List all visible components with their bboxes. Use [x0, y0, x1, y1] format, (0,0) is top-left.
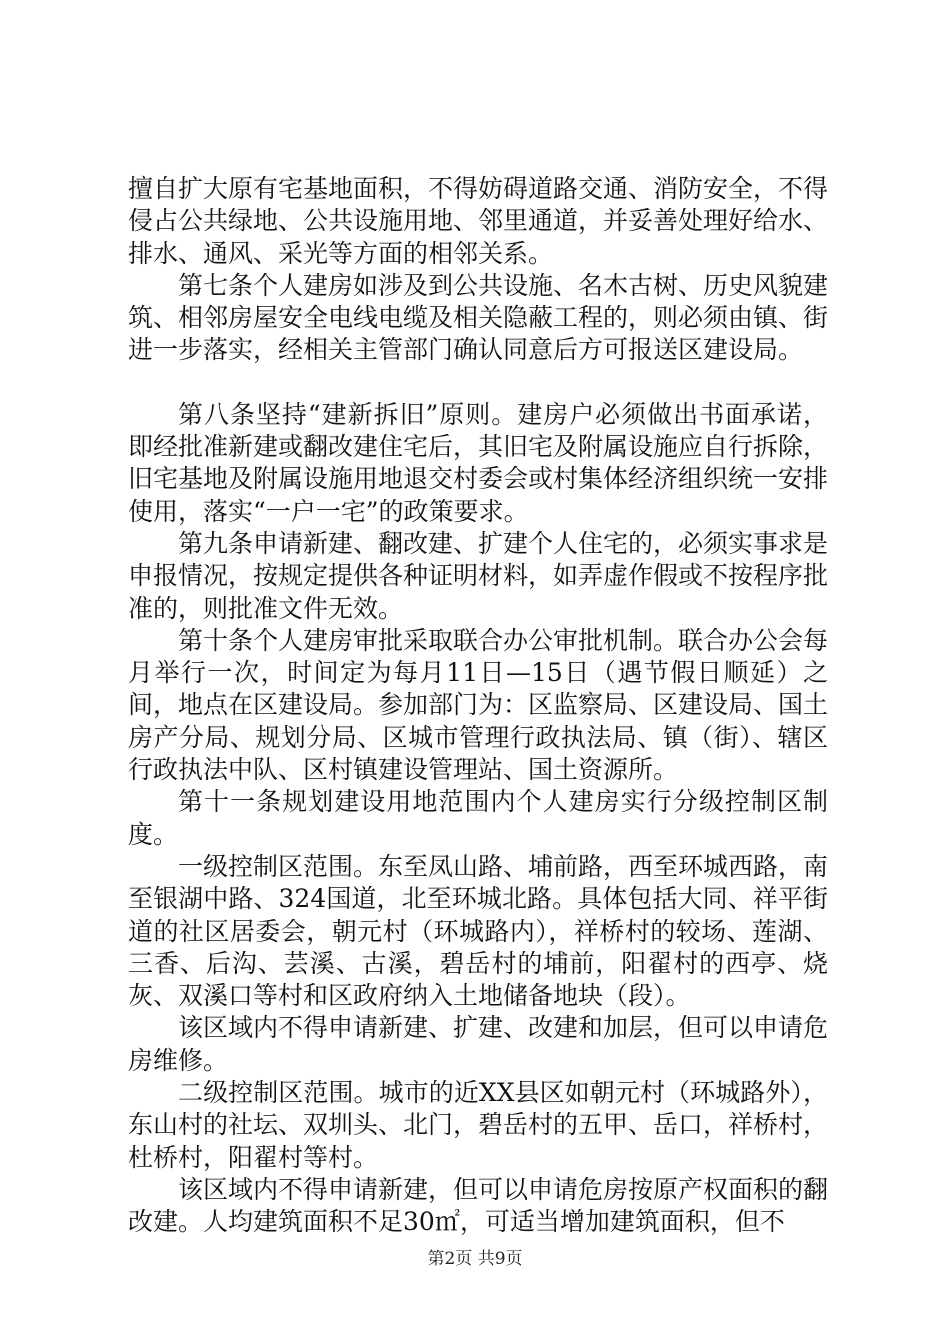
paragraph-article-7: 第七条个人建房如涉及到公共设施、名木古树、历史风貌建筑、相邻房屋安全电线电缆及相关隐蔽工程的，则必须由镇、街进一步落实，经相关主管部门确认同意后方可报送区建设局。: [128, 270, 829, 365]
paragraph-zone-2-rule: 该区域内不得申请新建，但可以申请危房按原产权面积的翻改建。人均建筑面积不足30㎡，可适当增加建筑面积，但不: [128, 1174, 829, 1237]
document-body: [128, 173, 828, 1239]
paragraph-article-8: 第八条坚持“建新拆旧”原则。建房户必须做出书面承诺，即经批准新建或翻改建住宅后，其旧宅及附属设施应自行拆除，旧宅基地及附属设施用地退交村委会或村集体经济组织统一安排使用，落实“一户一宅”的政策要求。: [128, 399, 829, 526]
paragraph-article-9: 第九条申请新建、翻改建、扩建个人住宅的，必须实事求是申报情况，按规定提供各种证明材料，如弄虚作假或不按程序批准的，则批准文件无效。: [128, 528, 829, 623]
paragraph-article-10: 第十条个人建房审批采取联合办公审批机制。联合办公会每月举行一次，时间定为每月11日—15日（遇节假日顺延）之间，地点在区建设局。参加部门为：区监察局、区建设局、国土房产分局、规划分局、区城市管理行政执法局、镇（街）、辖区行政执法中队、区村镇建设管理站、国土资源所。: [128, 625, 829, 785]
paragraph-zone-2-scope: 二级控制区范围。城市的近XX县区如朝元村（环城路外），东山村的社坛、双圳头、北门，碧岳村的五甲、岳口，祥桥村，杜桥村，阳翟村等村。: [128, 1078, 829, 1172]
page-number-footer: 第2页 共9页: [427, 1249, 523, 1269]
paragraph-zone-1-scope: 一级控制区范围。东至凤山路、埔前路，西至环城西路，南至银湖中路、324国道，北至环城北路。具体包括大同、祥平街道的社区居委会，朝元村（环城路内），祥桥村的较场、莲湖、三香、后沟、芸溪、古溪，碧岳村的埔前，阳翟村的西亭、烧灰、双溪口等村和区政府纳入土地储备地块（段）。: [128, 851, 829, 1011]
paragraph-continuation: 擅自扩大原有宅基地面积，不得妨碍道路交通、消防安全，不得侵占公共绿地、公共设施用地、邻里通道，并妥善处理好给水、排水、通风、采光等方面的相邻关系。: [128, 174, 829, 268]
paragraph-article-11: 第十一条规划建设用地范围内个人建房实行分级控制区制度。: [128, 787, 828, 849]
paragraph-zone-1-rule: 该区域内不得申请新建、扩建、改建和加层，但可以申请危房维修。: [128, 1013, 829, 1075]
